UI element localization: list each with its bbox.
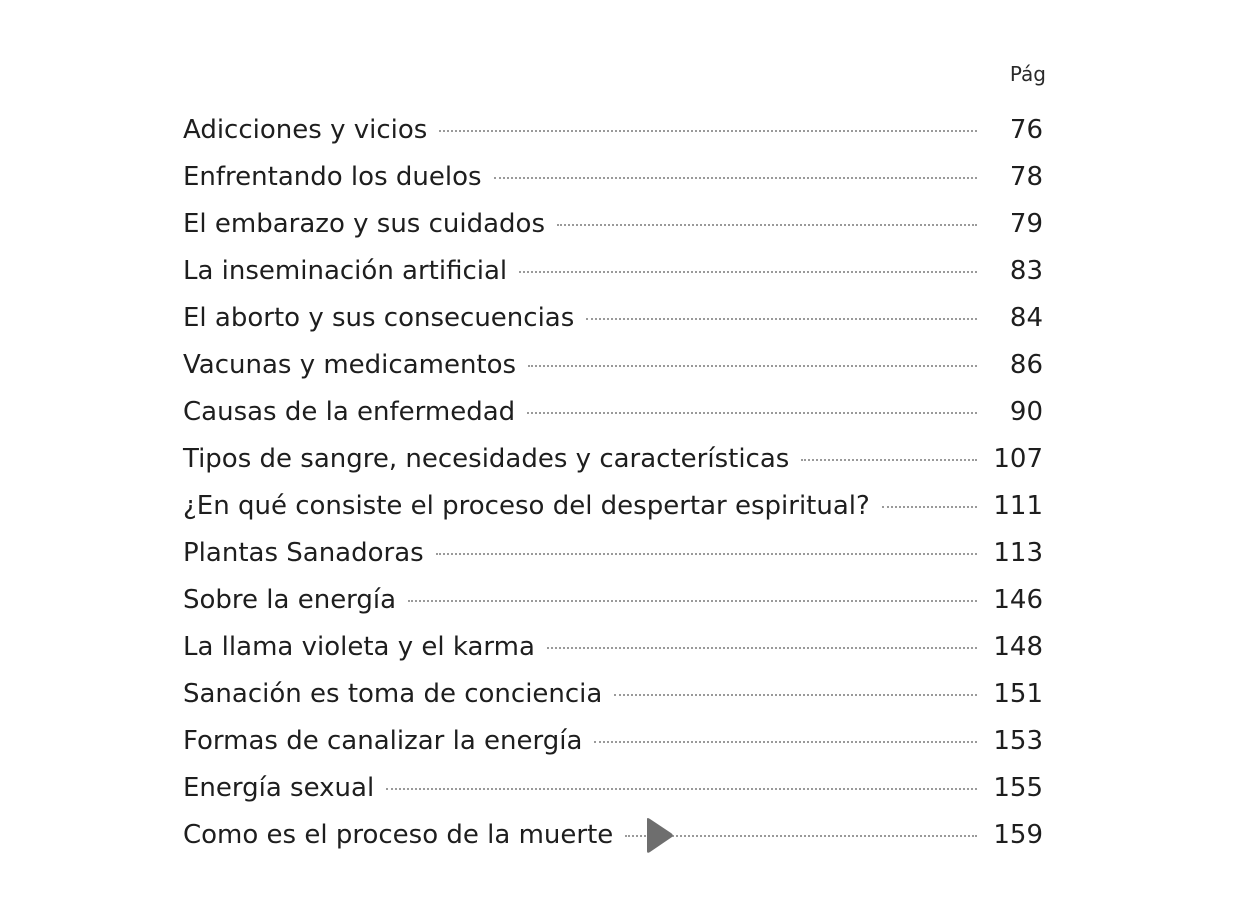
dot-leader	[439, 130, 977, 132]
toc-entry[interactable]	[183, 812, 1047, 859]
toc-entry[interactable]	[183, 483, 1047, 530]
toc-entry-title: El embarazo y sus cuidados	[183, 209, 545, 239]
dot-leader	[408, 600, 977, 602]
toc-entry-title: El aborto y sus consecuencias	[183, 303, 575, 333]
toc-entry-page: 90	[1009, 397, 1043, 427]
toc-entry[interactable]	[183, 201, 1047, 248]
toc-entry-page: 78	[1009, 162, 1043, 192]
toc-entry-page: 86	[1009, 350, 1043, 380]
toc-entry-title: Plantas Sanadoras	[183, 538, 424, 568]
mouse-pointer-icon	[645, 817, 675, 857]
toc-entry[interactable]	[183, 295, 1047, 342]
dot-leader	[547, 647, 977, 649]
toc-list	[183, 107, 1047, 859]
toc-entry[interactable]	[183, 530, 1047, 577]
toc-entry-page: 107	[993, 444, 1043, 474]
dot-leader	[527, 412, 977, 414]
toc-entry[interactable]	[183, 671, 1047, 718]
toc-entry-title: Enfrentando los duelos	[183, 162, 482, 192]
toc-entry[interactable]	[183, 389, 1047, 436]
toc-entry-page: 76	[1009, 115, 1043, 145]
toc-entry-title: Causas de la enfermedad	[183, 397, 516, 427]
toc-entry[interactable]	[183, 624, 1047, 671]
dot-leader	[436, 553, 977, 555]
dot-leader	[557, 224, 977, 226]
dot-leader	[386, 788, 977, 790]
dot-leader	[614, 694, 977, 696]
toc-entry[interactable]	[183, 154, 1047, 201]
toc-entry[interactable]	[183, 248, 1047, 295]
toc-entry-page: 111	[993, 491, 1043, 521]
toc-entry-page: 153	[993, 726, 1043, 756]
toc-entry-title: Tipos de sangre, necesidades y características	[183, 444, 790, 474]
dot-leader	[594, 741, 977, 743]
toc-entry-page: 146	[993, 585, 1043, 615]
toc-entry-page: 79	[1009, 209, 1043, 239]
dot-leader	[494, 177, 977, 179]
toc-entry-title: Vacunas y medicamentos	[183, 350, 517, 380]
dot-leader	[586, 318, 977, 320]
toc-entry[interactable]	[183, 718, 1047, 765]
dot-leader	[519, 271, 977, 273]
toc-entry-title: Energía sexual	[183, 773, 375, 803]
toc-entry-title: Como es el proceso de la muerte	[183, 820, 614, 850]
toc-entry-page: 113	[993, 538, 1043, 568]
page-column-header: Pág	[1009, 62, 1046, 86]
toc-entry-page: 83	[1009, 256, 1043, 286]
toc-entry[interactable]	[183, 765, 1047, 812]
toc-entry-page: 84	[1009, 303, 1043, 333]
toc-entry[interactable]	[183, 107, 1047, 154]
toc-entry-page: 159	[993, 820, 1043, 850]
toc-entry[interactable]	[183, 436, 1047, 483]
toc-entry-page: 155	[993, 773, 1043, 803]
toc-entry-title: Adicciones y vicios	[183, 115, 428, 145]
dot-leader	[801, 459, 977, 461]
toc-entry-title: La inseminación artificial	[183, 256, 508, 286]
toc-entry-title: Sobre la energía	[183, 585, 397, 615]
dot-leader	[625, 835, 977, 837]
toc-entry-title: Formas de canalizar la energía	[183, 726, 583, 756]
toc-entry[interactable]	[183, 577, 1047, 624]
toc-entry-title: Sanación es toma de conciencia	[183, 679, 603, 709]
toc-entry-page: 148	[993, 632, 1043, 662]
dot-leader	[528, 365, 977, 367]
dot-leader	[882, 506, 977, 508]
toc-entry[interactable]	[183, 342, 1047, 389]
toc-entry-title: La llama violeta y el karma	[183, 632, 535, 662]
toc-entry-title: ¿En qué consiste el proceso del despertar espiritual?	[183, 491, 870, 521]
toc-entry-page: 151	[993, 679, 1043, 709]
